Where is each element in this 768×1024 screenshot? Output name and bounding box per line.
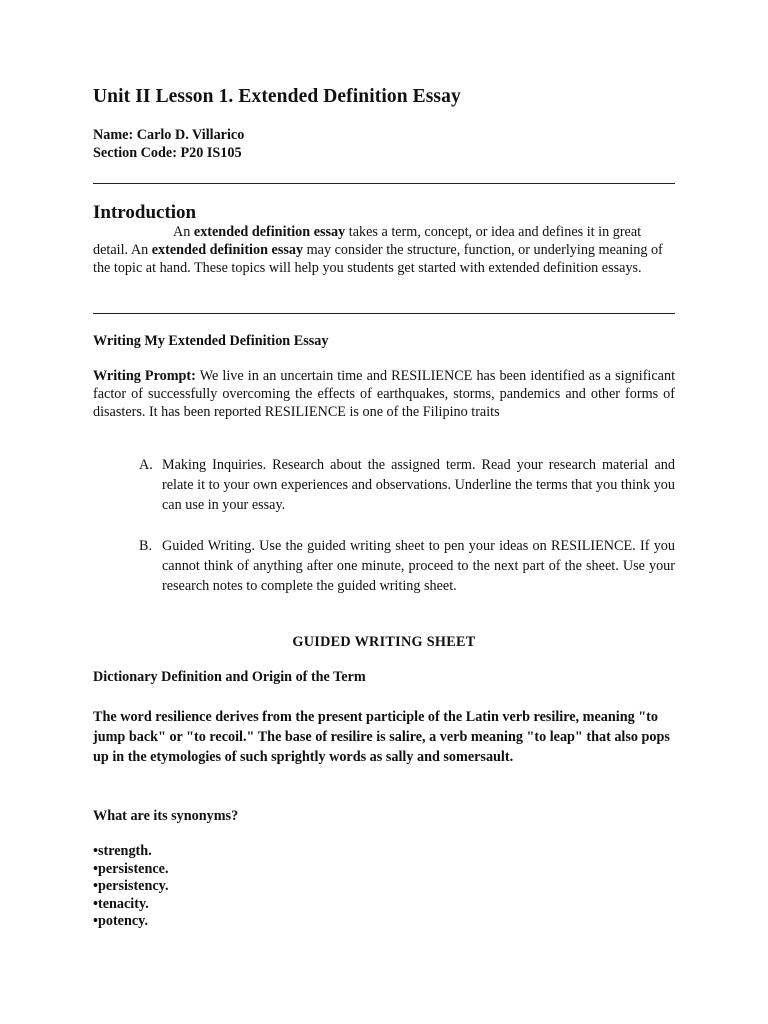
- writing-prompt-text: We live in an uncertain time and RESILIENCE has been identified as a significant factor of successfully overcoming the effects of earthquakes, storms, pandemics and other forms of disasters. It has been reported RESILIENCE is one of the Filipino traits: [93, 368, 676, 420]
- synonym-item: [93, 896, 169, 914]
- dictionary-heading: Dictionary Definition and Origin of the Term: [93, 669, 366, 685]
- intro-term-1: extended definition essay: [193, 224, 346, 240]
- bullet-icon: •: [93, 878, 98, 894]
- guided-writing-sheet-title: GUIDED WRITING SHEET: [292, 634, 476, 650]
- synonym-text: potency.: [97, 913, 149, 929]
- intro-text-1: An: [173, 224, 194, 240]
- list-marker: A.: [139, 457, 153, 473]
- definition-paragraph: The word resilience derives from the present participle of the Latin verb resilire, meaning "to jump back" or "to recoil." The base of resilire is salire, a verb meaning "to leap" that also pops up in the etymologies of such sprightly words as sally and somersault.: [93, 709, 670, 765]
- writing-prompt: [93, 367, 675, 421]
- student-name: Name: Carlo D. Villarico: [93, 127, 245, 143]
- synonym-item: [93, 878, 169, 896]
- intro-text-3: may consider the structure, function, or underlying meaning of the topic at hand. These topics will help you students get started with extended definition essays.: [93, 242, 663, 276]
- bullet-icon: •: [93, 860, 98, 877]
- writing-prompt-label: Writing Prompt:: [93, 368, 196, 384]
- synonym-text: persistency.: [97, 878, 169, 894]
- introduction-heading: Introduction: [93, 202, 197, 223]
- bullet-icon: •: [93, 843, 98, 859]
- bullet-icon: •: [93, 913, 98, 929]
- synonyms-list: [93, 843, 169, 931]
- synonym-item: [93, 843, 169, 861]
- list-item-guided-writing: [139, 536, 675, 596]
- synonym-text: strength.: [97, 843, 152, 859]
- list-item-making-inquiries: [139, 455, 675, 515]
- list-item-text: Guided Writing. Use the guided writing sheet to pen your ideas on RESILIENCE. If you cannot think of anything after one minute, proceed to the next part of the sheet. Use your research notes to complete the guided writing sheet.: [162, 538, 675, 594]
- synonym-text: persistence.: [97, 860, 169, 877]
- section-code: Section Code: P20 IS105: [93, 145, 242, 161]
- divider-top: [93, 183, 675, 184]
- synonym-item: [93, 861, 169, 879]
- list-item-text: Making Inquiries. Research about the assigned term. Read your research material and relate it to your own experiences and observations. Underline the terms that you think you can use in your essay.: [162, 457, 675, 513]
- divider-bottom: [93, 313, 675, 314]
- intro-text-2: takes a term, concept, or idea and defines it in great detail. An: [93, 224, 642, 258]
- synonym-text: tenacity.: [97, 895, 149, 912]
- introduction-paragraph: [93, 223, 675, 277]
- intro-term-2: extended definition essay: [151, 242, 304, 258]
- bullet-icon: •: [93, 895, 98, 912]
- synonyms-question: What are its synonyms?: [93, 808, 239, 824]
- writing-heading: Writing My Extended Definition Essay: [93, 333, 329, 349]
- synonym-item: [93, 913, 169, 931]
- document-title: Unit II Lesson 1. Extended Definition Essay: [93, 86, 461, 107]
- list-marker: B.: [139, 538, 153, 554]
